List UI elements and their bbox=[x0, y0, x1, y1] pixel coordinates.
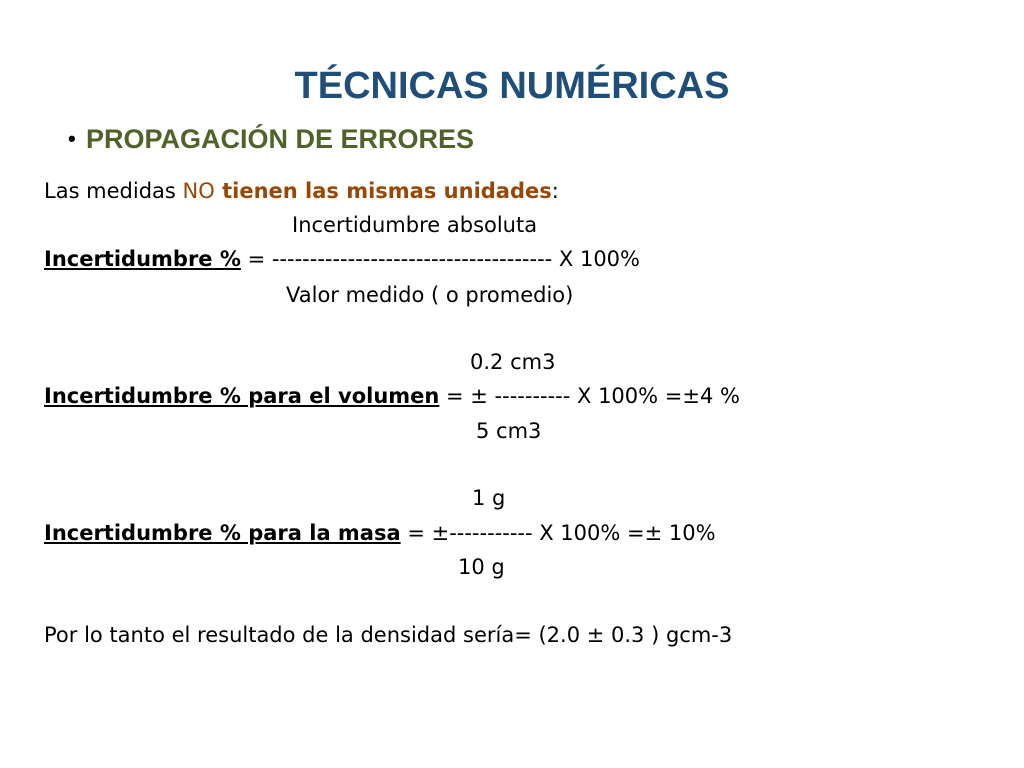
formula-numerator: Incertidumbre absoluta bbox=[292, 213, 538, 237]
intro-text-1: Las medidas bbox=[44, 179, 183, 203]
intro-no: NO bbox=[182, 179, 215, 203]
mass-denominator: 10 g bbox=[458, 555, 505, 579]
mass-numerator: 1 g bbox=[472, 486, 506, 510]
conclusion-line: Por lo tanto el resultado de la densidad sería= (2.0 ± 0.3 ) gcm-3 bbox=[44, 623, 733, 647]
formula-equation: = ------------------------------------- X 100% bbox=[240, 247, 640, 271]
volume-denominator: 5 cm3 bbox=[476, 419, 542, 443]
section-heading bbox=[68, 120, 474, 158]
volume-equation: = ± ---------- X 100% =±4 % bbox=[439, 384, 740, 408]
volume-numerator: 0.2 cm3 bbox=[470, 350, 556, 374]
mass-equation: = ±----------- X 100% =± 10% bbox=[400, 521, 716, 545]
section-heading-text: PROPAGACIÓN DE ERRORES bbox=[86, 124, 475, 154]
slide-title: TÉCNICAS NUMÉRICAS bbox=[294, 65, 730, 107]
mass-label: Incertidumbre % para la masa bbox=[44, 521, 401, 545]
bullet-icon: • bbox=[68, 126, 76, 151]
volume-label: Incertidumbre % para el volumen bbox=[44, 384, 440, 408]
intro-line bbox=[44, 176, 559, 206]
intro-colon: : bbox=[551, 179, 559, 203]
formula-label: Incertidumbre % bbox=[44, 247, 241, 271]
formula-denominator: Valor medido ( o promedio) bbox=[286, 283, 574, 307]
volume-line bbox=[44, 381, 740, 411]
mass-line bbox=[44, 518, 716, 548]
formula-line bbox=[44, 244, 640, 274]
intro-emphasis: tienen las mismas unidades bbox=[214, 179, 552, 203]
